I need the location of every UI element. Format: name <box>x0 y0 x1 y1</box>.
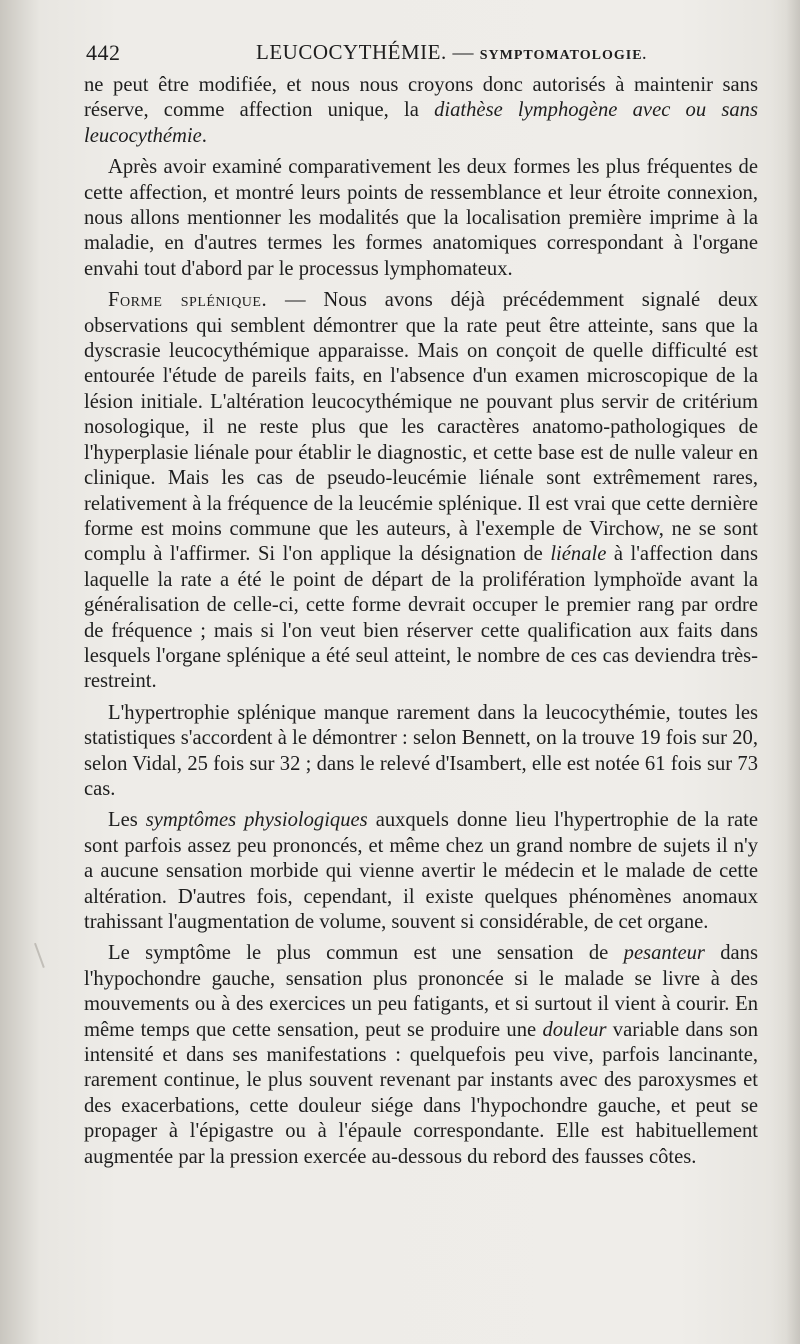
title-separator: — <box>452 40 474 64</box>
emphasis-pesanteur: pesanteur <box>623 942 705 965</box>
paragraph-2: Après avoir examiné comparativement les deux formes les plus fréquentes de cette affection, et montré leurs points de ressemblance et leur étroite connexion, nous allons mentionner les modalités que la localisation première imprime à la maladie, en d'autres termes les formes anatomiques correspondant à l'organe envahi tout d'abord par le processus lymphomateux. <box>84 156 758 280</box>
paragraph-6: Le symptôme le plus commun est une sensation de pesanteur dans l'hypochondre gauche, sensation plus prononcée si le malade se livre à des mouvements ou à des exercices un peu fatigants, et si surtout il vient à courir. En même temps que cette sensation, peut se produire une douleur variable dans son intensité et dans ses manifestations : quelquefois peu vive, parfois lancinante, rarement continue, le plus souvent revenant par instants avec des paroxysmes et des exacerbations, cette douleur siége dans l'hypochondre gauche, et peut se propager à l'épigastre ou à l'épaule correspondante. Elle est habituellement augmentée par la pression exercée au-dessous du rebord des fausses côtes. <box>84 942 758 1168</box>
book-title: LEUCOCYTHÉMIE. <box>256 40 447 64</box>
page-edge-shadow <box>786 0 800 1344</box>
margin-pencil-mark <box>34 938 58 968</box>
section-heading-forme-splenique: Forme splénique. <box>108 289 268 312</box>
running-title <box>256 40 647 65</box>
paragraph-4: L'hypertrophie splénique manque rarement dans la leucocythémie, toutes les statistiques s'accordent à le démontrer : selon Bennett, on la trouve 19 fois sur 20, selon Vidal, 25 fois sur 32 ; dans le relevé d'Isambert, elle est notée 61 fois sur 73 cas. <box>84 701 758 800</box>
emphasis-lienale: liénale <box>550 543 607 566</box>
running-header <box>86 40 766 70</box>
body-text <box>84 73 758 1170</box>
paragraph-1: ne peut être modifiée, et nous nous croyons donc autorisés à maintenir sans réserve, comme affection unique, la diathèse lymphogène avec ou sans leucocythémie. <box>84 74 758 147</box>
paragraph-3: Forme splénique. — Nous avons déjà précédemment signalé deux observations qui semblent démontrer que la rate peut être atteinte, sans que la dyscrasie leucocythémique apparaisse. Mais on conçoit de quelle difficulté est entourée l'étude de pareils faits, en l'absence d'un examen microscopique de la lésion initiale. L'altération leucocythémique ne pouvant plus servir de critérium nosologique, il ne reste plus que les caractères anatomo-pathologiques de l'hyperplasie liénale pour établir le diagnostic, et cette base est de nulle valeur en clinique. Mais les cas de pseudo-leucémie liénale sont extrêmement rares, relativement à la fréquence de la leucémie splénique. Il est vrai que cette dernière forme est moins commune que les auteurs, à l'exemple de Virchow, ne se sont complu à l'affirmer. Si l'on applique la désignation de liénale à l'affection dans laquelle la rate a été le point de départ de la prolifération lymphoïde avant la généralisation de celle-ci, cette forme devrait occuper le premier rang par ordre de fréquence ; mais si l'on veut bien réserver cette qualification aux faits dans lesquels l'organe splénique a été seul atteint, le nombre de ces cas deviendra très-restreint. <box>84 289 759 693</box>
page-number: 442 <box>86 40 121 65</box>
emphasis-douleur: douleur <box>542 1018 607 1041</box>
paragraph-5: Les symptômes physiologiques auxquels donne lieu l'hypertrophie de la rate sont parfois assez peu prononcés, et même chez un grand nombre de sujets il n'y a aucune sensation morbide qui vienne avertir le médecin et le malade de cette altération. D'autres fois, cependant, il existe quelques phénomènes anomaux trahissant l'augmentation de volume, souvent si considérable, de cet organe. <box>84 809 758 933</box>
emphasis-symptomes: symptômes physiologiques <box>145 809 368 832</box>
emphasis-diathese: diathèse lymphogène avec ou sans leucocythémie <box>84 99 758 147</box>
section-title: SYMPTOMATOLOGIE. <box>479 48 648 63</box>
